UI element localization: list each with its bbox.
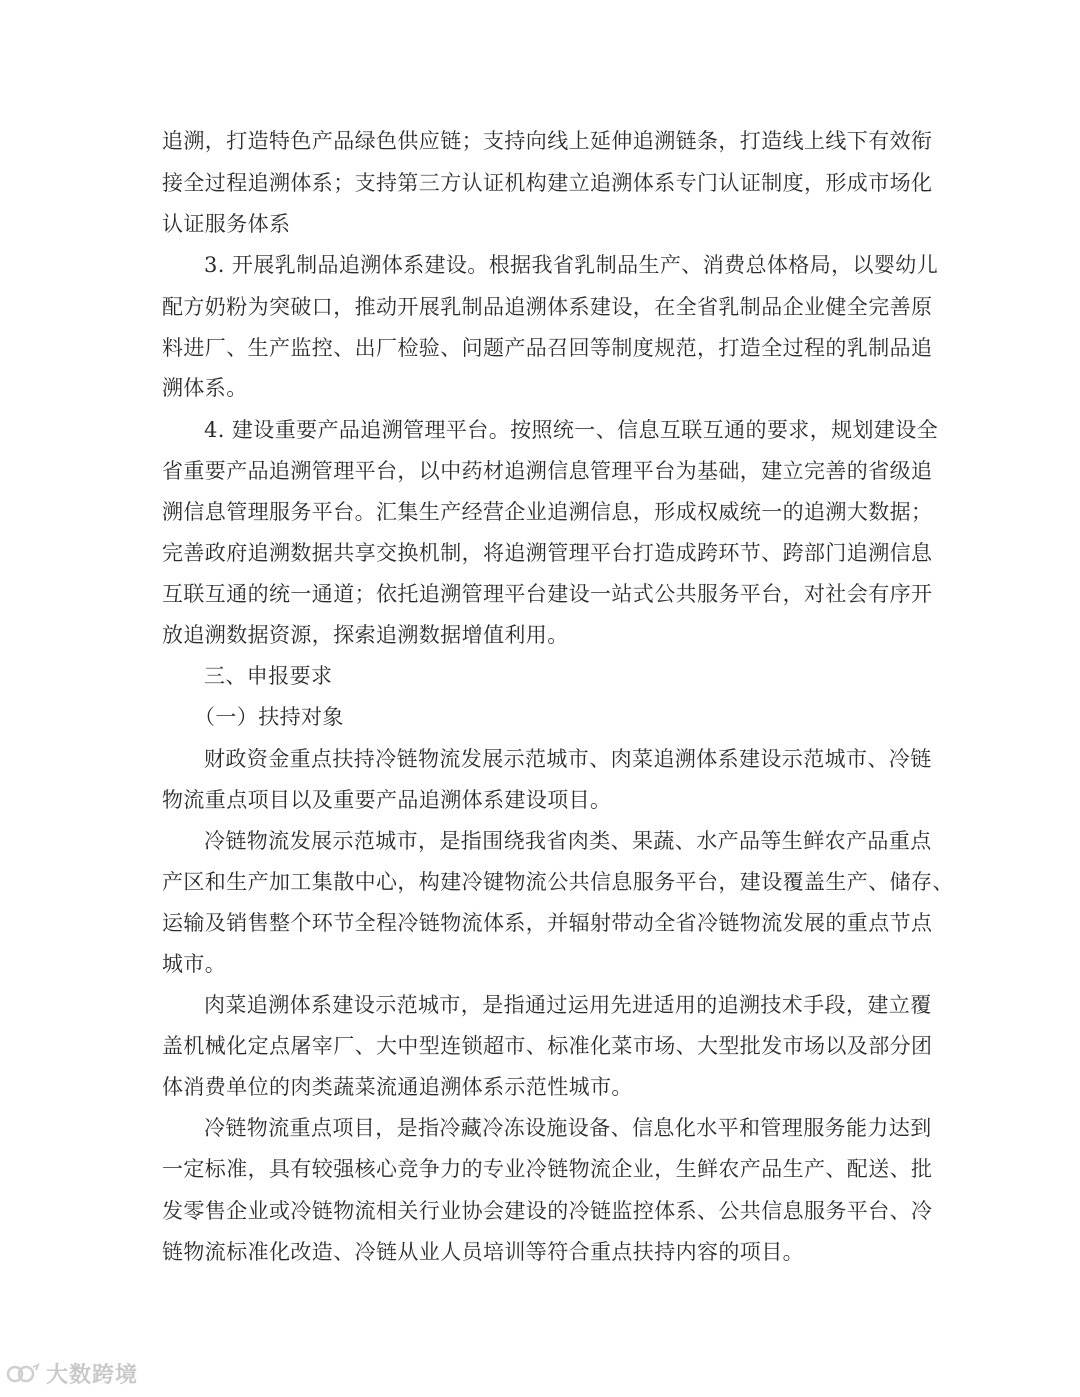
- text-line: 完善政府追溯数据共享交换机制，将追溯管理平台打造成跨环节、跨部门追溯信息: [162, 541, 933, 565]
- text-line: 冷链物流重点项目，是指冷藏冷冻设施设备、信息化水平和管理服务能力达到: [204, 1116, 932, 1140]
- text-line: 放追溯数据资源，探索追溯数据增值利用。: [162, 623, 569, 647]
- section-heading: 三、申报要求: [204, 664, 333, 688]
- text-line: 4. 建设重要产品追溯管理平台。按照统一、信息互联互通的要求，规划建设全: [204, 418, 939, 442]
- text-line: 城市。: [162, 952, 227, 976]
- text-line: 省重要产品追溯管理平台，以中药材追溯信息管理平台为基础，建立完善的省级追: [162, 459, 933, 483]
- text-line: 3. 开展乳制品追溯体系建设。根据我省乳制品生产、消费总体格局，以婴幼儿: [204, 253, 939, 277]
- text-line: 追溯，打造特色产品绿色供应链；支持向线上延伸追溯链条，打造线上线下有效衔: [162, 129, 933, 153]
- text-line: 溯信息管理服务平台。汇集生产经营企业追溯信息，形成权威统一的追溯大数据；: [162, 500, 933, 524]
- text-line: 发零售企业或冷链物流相关行业协会建设的冷链监控体系、公共信息服务平台、冷: [162, 1199, 933, 1223]
- text-line: 料进厂、生产监控、出厂检验、问题产品召回等制度规范，打造全过程的乳制品追: [162, 336, 933, 360]
- text-line: 盖机械化定点屠宰厂、大中型连锁超市、标准化菜市场、大型批发市场以及部分团: [162, 1034, 933, 1058]
- watermark-text: 大数跨境: [46, 1363, 139, 1388]
- text-line: 溯体系。: [162, 376, 248, 400]
- text-line: 认证服务体系: [162, 212, 291, 236]
- text-line: 冷链物流发展示范城市，是指围绕我省肉类、果蔬、水产品等生鲜农产品重点: [204, 829, 932, 853]
- dashu-logo-icon: [6, 1361, 40, 1387]
- text-line: 链物流标准化改造、冷链从业人员培训等符合重点扶持内容的项目。: [162, 1240, 804, 1264]
- text-line: 运输及销售整个环节全程冷链物流体系，并辐射带动全省冷链物流发展的重点节点: [162, 911, 933, 935]
- text-line: 肉菜追溯体系建设示范城市，是指通过运用先进适用的追溯技术手段，建立覆: [204, 993, 932, 1017]
- text-line: 接全过程追溯体系；支持第三方认证机构建立追溯体系专门认证制度，形成市场化: [162, 171, 933, 195]
- text-line: 配方奶粉为突破口，推动开展乳制品追溯体系建设，在全省乳制品企业健全完善原: [162, 295, 933, 319]
- text-line: 互联互通的统一通道；依托追溯管理平台建设一站式公共服务平台，对社会有序开: [162, 582, 933, 606]
- text-line: 一定标准，具有较强核心竞争力的专业冷链物流企业，生鲜农产品生产、配送、批: [162, 1157, 933, 1181]
- watermark: [6, 1358, 138, 1389]
- subsection-heading: （一）扶持对象: [194, 705, 344, 729]
- text-line: 体消费单位的肉类蔬菜流通追溯体系示范性城市。: [162, 1075, 633, 1099]
- text-line: 物流重点项目以及重要产品追溯体系建设项目。: [162, 788, 612, 812]
- text-line: 产区和生产加工集散中心，构建冷键物流公共信息服务平台，建设覆盖生产、储存、: [162, 870, 954, 894]
- text-line: 财政资金重点扶持冷链物流发展示范城市、肉菜追溯体系建设示范城市、冷链: [204, 747, 932, 771]
